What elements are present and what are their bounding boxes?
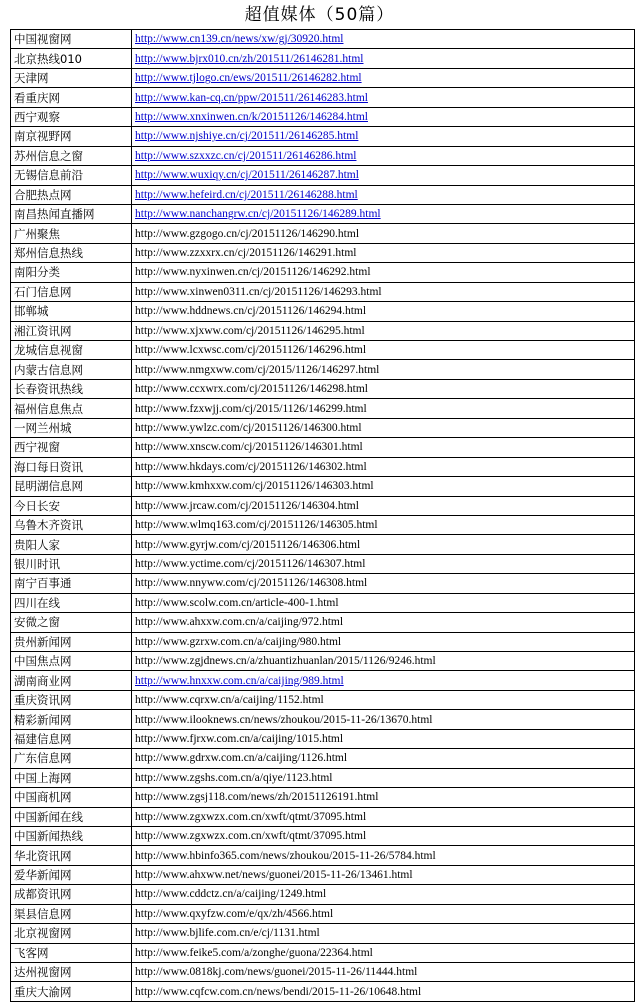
table-row bbox=[11, 535, 635, 554]
media-name-cell: 福建信息网 bbox=[11, 729, 132, 748]
table-row bbox=[11, 788, 635, 807]
media-name-cell: 看重庆网 bbox=[11, 88, 132, 107]
media-url-cell bbox=[132, 399, 635, 418]
article-url-text: http://www.zgsj118.com/news/zh/20151126191.html bbox=[135, 791, 379, 804]
article-url-text: http://www.nnyww.com/cj/20151126/146308.html bbox=[135, 577, 368, 590]
media-name-cell: 郑州信息热线 bbox=[11, 243, 132, 262]
article-url-text: http://www.xnscw.com/cj/20151126/146301.html bbox=[135, 441, 363, 454]
media-url-cell bbox=[132, 282, 635, 301]
media-table-body bbox=[11, 30, 635, 1002]
media-name-cell: 今日长安 bbox=[11, 496, 132, 515]
article-url-text: http://www.ahxxw.com.cn/a/caijing/972.html bbox=[135, 616, 344, 629]
table-row bbox=[11, 224, 635, 243]
article-url-text: http://www.bjlife.com.cn/e/cj/1131.html bbox=[135, 927, 320, 940]
media-url-cell bbox=[132, 574, 635, 593]
media-name-cell: 四川在线 bbox=[11, 593, 132, 612]
media-name-cell: 内蒙古信息网 bbox=[11, 360, 132, 379]
media-url-cell bbox=[132, 146, 635, 165]
media-url-cell bbox=[132, 846, 635, 865]
media-url-cell bbox=[132, 68, 635, 87]
media-table bbox=[10, 29, 635, 1002]
media-url-cell bbox=[132, 943, 635, 962]
table-row bbox=[11, 379, 635, 398]
table-row bbox=[11, 729, 635, 748]
article-link[interactable]: http://www.wuxiqy.cn/cj/201511/26146287.html bbox=[135, 169, 359, 182]
media-url-cell bbox=[132, 652, 635, 671]
table-row bbox=[11, 166, 635, 185]
article-url-text: http://www.cqfcw.com.cn/news/bendi/2015-11-26/10648.html bbox=[135, 985, 422, 998]
table-row bbox=[11, 243, 635, 262]
article-link[interactable]: http://www.hnxxw.com.cn/a/caijing/989.html bbox=[135, 674, 344, 687]
article-link[interactable]: http://www.kan-cq.cn/ppw/201511/26146283.html bbox=[135, 91, 368, 104]
table-row bbox=[11, 690, 635, 709]
table-row bbox=[11, 185, 635, 204]
media-name-cell: 渠县信息网 bbox=[11, 904, 132, 923]
article-link[interactable]: http://www.szxxzc.cn/cj/201511/26146286.html bbox=[135, 149, 357, 162]
table-row bbox=[11, 438, 635, 457]
media-url-cell bbox=[132, 49, 635, 68]
media-url-cell bbox=[132, 690, 635, 709]
table-row bbox=[11, 302, 635, 321]
media-name-cell: 南昌热闻直播网 bbox=[11, 204, 132, 223]
media-url-cell bbox=[132, 224, 635, 243]
article-url-text: http://www.gzrxw.com.cn/a/caijing/980.html bbox=[135, 635, 342, 648]
article-url-text: http://www.gzgogo.cn/cj/20151126/146290.html bbox=[135, 227, 360, 240]
media-name-cell: 昆明湖信息网 bbox=[11, 477, 132, 496]
article-url-text: http://www.xjxww.com/cj/20151126/146295.html bbox=[135, 324, 365, 337]
article-url-text: http://www.zgxwzx.com.cn/xwft/qtmt/37095.html bbox=[135, 830, 367, 843]
table-row bbox=[11, 146, 635, 165]
article-url-text: http://www.cddctz.cn/a/caijing/1249.html bbox=[135, 888, 327, 901]
media-url-cell bbox=[132, 749, 635, 768]
table-row bbox=[11, 515, 635, 534]
media-name-cell: 爱华新闻网 bbox=[11, 865, 132, 884]
media-url-cell bbox=[132, 710, 635, 729]
media-url-cell bbox=[132, 535, 635, 554]
article-link[interactable]: http://www.nanchangrw.cn/cj/20151126/146289.html bbox=[135, 208, 381, 221]
article-url-text: http://www.nyxinwen.cn/cj/20151126/146292.html bbox=[135, 266, 371, 279]
article-url-text: http://www.fjrxw.com.cn/a/caijing/1015.html bbox=[135, 732, 344, 745]
table-row bbox=[11, 807, 635, 826]
media-name-cell: 中国商机网 bbox=[11, 788, 132, 807]
article-url-text: http://www.wlmq163.com/cj/20151126/146305.html bbox=[135, 519, 378, 532]
media-name-cell: 成都资讯网 bbox=[11, 885, 132, 904]
media-name-cell: 广州聚焦 bbox=[11, 224, 132, 243]
media-url-cell bbox=[132, 438, 635, 457]
media-name-cell: 无锡信息前沿 bbox=[11, 166, 132, 185]
media-url-cell bbox=[132, 204, 635, 223]
table-row bbox=[11, 982, 635, 1001]
media-name-cell: 南宁百事通 bbox=[11, 574, 132, 593]
media-name-cell: 安微之窗 bbox=[11, 613, 132, 632]
article-url-text: http://www.ahxww.net/news/guonei/2015-11-26/13461.html bbox=[135, 869, 413, 882]
media-name-cell: 天津网 bbox=[11, 68, 132, 87]
media-name-cell: 重庆资讯网 bbox=[11, 690, 132, 709]
media-name-cell: 精彩新闻网 bbox=[11, 710, 132, 729]
table-row bbox=[11, 768, 635, 787]
media-name-cell: 中国新闻热线 bbox=[11, 826, 132, 845]
media-url-cell bbox=[132, 477, 635, 496]
media-url-cell bbox=[132, 885, 635, 904]
table-row bbox=[11, 613, 635, 632]
media-url-cell bbox=[132, 729, 635, 748]
media-url-cell bbox=[132, 788, 635, 807]
table-row bbox=[11, 88, 635, 107]
article-url-text: http://www.hkdays.com/cj/20151126/146302.html bbox=[135, 460, 367, 473]
table-row bbox=[11, 554, 635, 573]
table-row bbox=[11, 127, 635, 146]
article-url-text: http://www.scolw.com.cn/article-400-1.html bbox=[135, 596, 339, 609]
table-row bbox=[11, 904, 635, 923]
table-row bbox=[11, 107, 635, 126]
table-row bbox=[11, 749, 635, 768]
media-name-cell: 银川时讯 bbox=[11, 554, 132, 573]
media-name-cell: 中国上海网 bbox=[11, 768, 132, 787]
table-row bbox=[11, 68, 635, 87]
article-url-text: http://www.0818kj.com/news/guonei/2015-11-26/11444.html bbox=[135, 966, 418, 979]
media-url-cell bbox=[132, 457, 635, 476]
media-name-cell: 北京视窗网 bbox=[11, 924, 132, 943]
media-url-cell bbox=[132, 768, 635, 787]
media-url-cell bbox=[132, 418, 635, 437]
media-name-cell: 贵阳人家 bbox=[11, 535, 132, 554]
article-url-text: http://www.zgjdnews.cn/a/zhuantizhuanlan/2015/1126/9246.html bbox=[135, 655, 436, 668]
article-link[interactable]: http://www.tjlogo.cn/ews/201511/26146282.html bbox=[135, 72, 362, 85]
media-name-cell: 飞客网 bbox=[11, 943, 132, 962]
article-url-text: http://www.ilooknews.cn/news/zhoukou/2015-11-26/13670.html bbox=[135, 713, 433, 726]
page-title: 超值媒体（50篇） bbox=[244, 5, 395, 25]
article-url-text: http://www.jrcaw.com/cj/20151126/146304.html bbox=[135, 499, 359, 512]
article-url-text: http://www.zgxwzx.com.cn/xwft/qtmt/37095.html bbox=[135, 810, 367, 823]
media-name-cell: 广东信息网 bbox=[11, 749, 132, 768]
table-row bbox=[11, 457, 635, 476]
article-link[interactable]: http://www.cn139.cn/news/xw/gj/30920.html bbox=[135, 33, 344, 46]
media-url-cell bbox=[132, 302, 635, 321]
media-name-cell: 中国视窗网 bbox=[11, 30, 132, 49]
media-name-cell: 西宁视窗 bbox=[11, 438, 132, 457]
media-name-cell: 湖南商业网 bbox=[11, 671, 132, 690]
media-url-cell bbox=[132, 671, 635, 690]
article-url-text: http://www.hbinfo365.com/news/zhoukou/2015-11-26/5784.html bbox=[135, 849, 436, 862]
table-row bbox=[11, 496, 635, 515]
media-url-cell bbox=[132, 554, 635, 573]
media-url-cell bbox=[132, 865, 635, 884]
media-url-cell bbox=[132, 515, 635, 534]
media-url-cell bbox=[132, 807, 635, 826]
article-url-text: http://www.xinwen0311.cn/cj/20151126/146293.html bbox=[135, 285, 382, 298]
media-url-cell bbox=[132, 632, 635, 651]
media-url-cell bbox=[132, 496, 635, 515]
table-row bbox=[11, 321, 635, 340]
media-url-cell bbox=[132, 88, 635, 107]
table-row bbox=[11, 49, 635, 68]
article-url-text: http://www.zzxxrx.cn/cj/20151126/146291.html bbox=[135, 247, 357, 260]
table-row bbox=[11, 418, 635, 437]
media-name-cell: 合肥热点网 bbox=[11, 185, 132, 204]
media-name-cell: 重庆大渝网 bbox=[11, 982, 132, 1001]
media-url-cell bbox=[132, 360, 635, 379]
media-url-cell bbox=[132, 321, 635, 340]
media-url-cell bbox=[132, 263, 635, 282]
article-link[interactable]: http://www.xnxinwen.cn/k/20151126/146284.html bbox=[135, 110, 368, 123]
article-url-text: http://www.yctime.com/cj/20151126/146307.html bbox=[135, 558, 366, 571]
media-url-cell bbox=[132, 166, 635, 185]
media-url-cell bbox=[132, 127, 635, 146]
table-row bbox=[11, 963, 635, 982]
media-name-cell: 龙城信息视窗 bbox=[11, 341, 132, 360]
media-url-cell bbox=[132, 593, 635, 612]
media-url-cell bbox=[132, 924, 635, 943]
table-row bbox=[11, 924, 635, 943]
table-row bbox=[11, 30, 635, 49]
table-row bbox=[11, 263, 635, 282]
media-name-cell: 福州信息焦点 bbox=[11, 399, 132, 418]
media-url-cell bbox=[132, 185, 635, 204]
media-name-cell: 华北资讯网 bbox=[11, 846, 132, 865]
media-name-cell: 中国焦点网 bbox=[11, 652, 132, 671]
media-url-cell bbox=[132, 613, 635, 632]
table-row bbox=[11, 477, 635, 496]
table-row bbox=[11, 204, 635, 223]
table-row bbox=[11, 943, 635, 962]
media-url-cell bbox=[132, 904, 635, 923]
media-name-cell: 乌鲁木齐资讯 bbox=[11, 515, 132, 534]
media-url-cell bbox=[132, 243, 635, 262]
table-row bbox=[11, 710, 635, 729]
media-name-cell: 石门信息网 bbox=[11, 282, 132, 301]
article-link[interactable]: http://www.bjrx010.cn/zh/201511/26146281.html bbox=[135, 52, 364, 65]
article-url-text: http://www.nmgxww.com/cj/2015/1126/146297.html bbox=[135, 363, 380, 376]
table-row bbox=[11, 574, 635, 593]
table-row bbox=[11, 826, 635, 845]
article-link[interactable]: http://www.njshiye.cn/cj/201511/26146285.html bbox=[135, 130, 359, 143]
media-url-cell bbox=[132, 30, 635, 49]
table-row bbox=[11, 593, 635, 612]
media-name-cell: 西宁观察 bbox=[11, 107, 132, 126]
media-name-cell: 达州视窗网 bbox=[11, 963, 132, 982]
table-row bbox=[11, 865, 635, 884]
article-url-text: http://www.gyrjw.com/cj/20151126/146306.html bbox=[135, 538, 361, 551]
media-name-cell: 海口每日资讯 bbox=[11, 457, 132, 476]
table-row bbox=[11, 885, 635, 904]
article-url-text: http://www.zgshs.com.cn/a/qiye/1123.html bbox=[135, 771, 333, 784]
article-url-text: http://www.fzxwjj.com/cj/2015/1126/146299.html bbox=[135, 402, 367, 415]
article-url-text: http://www.ywlzc.com/cj/20151126/146300.html bbox=[135, 421, 362, 434]
media-url-cell bbox=[132, 107, 635, 126]
table-row bbox=[11, 399, 635, 418]
media-url-cell bbox=[132, 982, 635, 1001]
article-url-text: http://www.lcxwsc.com/cj/20151126/146296.html bbox=[135, 344, 367, 357]
table-row bbox=[11, 652, 635, 671]
article-url-text: http://www.gdrxw.com.cn/a/caijing/1126.html bbox=[135, 752, 348, 765]
media-url-cell bbox=[132, 379, 635, 398]
table-row bbox=[11, 846, 635, 865]
article-url-text: http://www.cqrxw.cn/a/caijing/1152.html bbox=[135, 694, 324, 707]
media-name-cell: 邯郸城 bbox=[11, 302, 132, 321]
media-url-cell bbox=[132, 963, 635, 982]
media-name-cell: 南京视野网 bbox=[11, 127, 132, 146]
article-url-text: http://www.qxyfzw.com/e/qx/zh/4566.html bbox=[135, 907, 334, 920]
media-name-cell: 一网兰州城 bbox=[11, 418, 132, 437]
media-name-cell: 中国新闻在线 bbox=[11, 807, 132, 826]
article-url-text: http://www.kmhxxw.com/cj/20151126/146303.html bbox=[135, 480, 374, 493]
media-name-cell: 南阳分类 bbox=[11, 263, 132, 282]
media-name-cell: 长春资讯热线 bbox=[11, 379, 132, 398]
article-url-text: http://www.ccxwrx.com/cj/20151126/146298.html bbox=[135, 383, 368, 396]
article-link[interactable]: http://www.hefeird.cn/cj/201511/26146288.html bbox=[135, 188, 358, 201]
media-name-cell: 苏州信息之窗 bbox=[11, 146, 132, 165]
table-row bbox=[11, 282, 635, 301]
media-url-cell bbox=[132, 826, 635, 845]
table-row bbox=[11, 341, 635, 360]
media-name-cell: 北京热线010 bbox=[11, 49, 132, 68]
table-row bbox=[11, 671, 635, 690]
table-row bbox=[11, 360, 635, 379]
article-url-text: http://www.feike5.com/a/zonghe/guona/22364.html bbox=[135, 946, 373, 959]
article-url-text: http://www.hddnews.cn/cj/20151126/146294.html bbox=[135, 305, 367, 318]
table-row bbox=[11, 632, 635, 651]
media-url-cell bbox=[132, 341, 635, 360]
media-name-cell: 湘江资讯网 bbox=[11, 321, 132, 340]
media-name-cell: 贵州新闻网 bbox=[11, 632, 132, 651]
